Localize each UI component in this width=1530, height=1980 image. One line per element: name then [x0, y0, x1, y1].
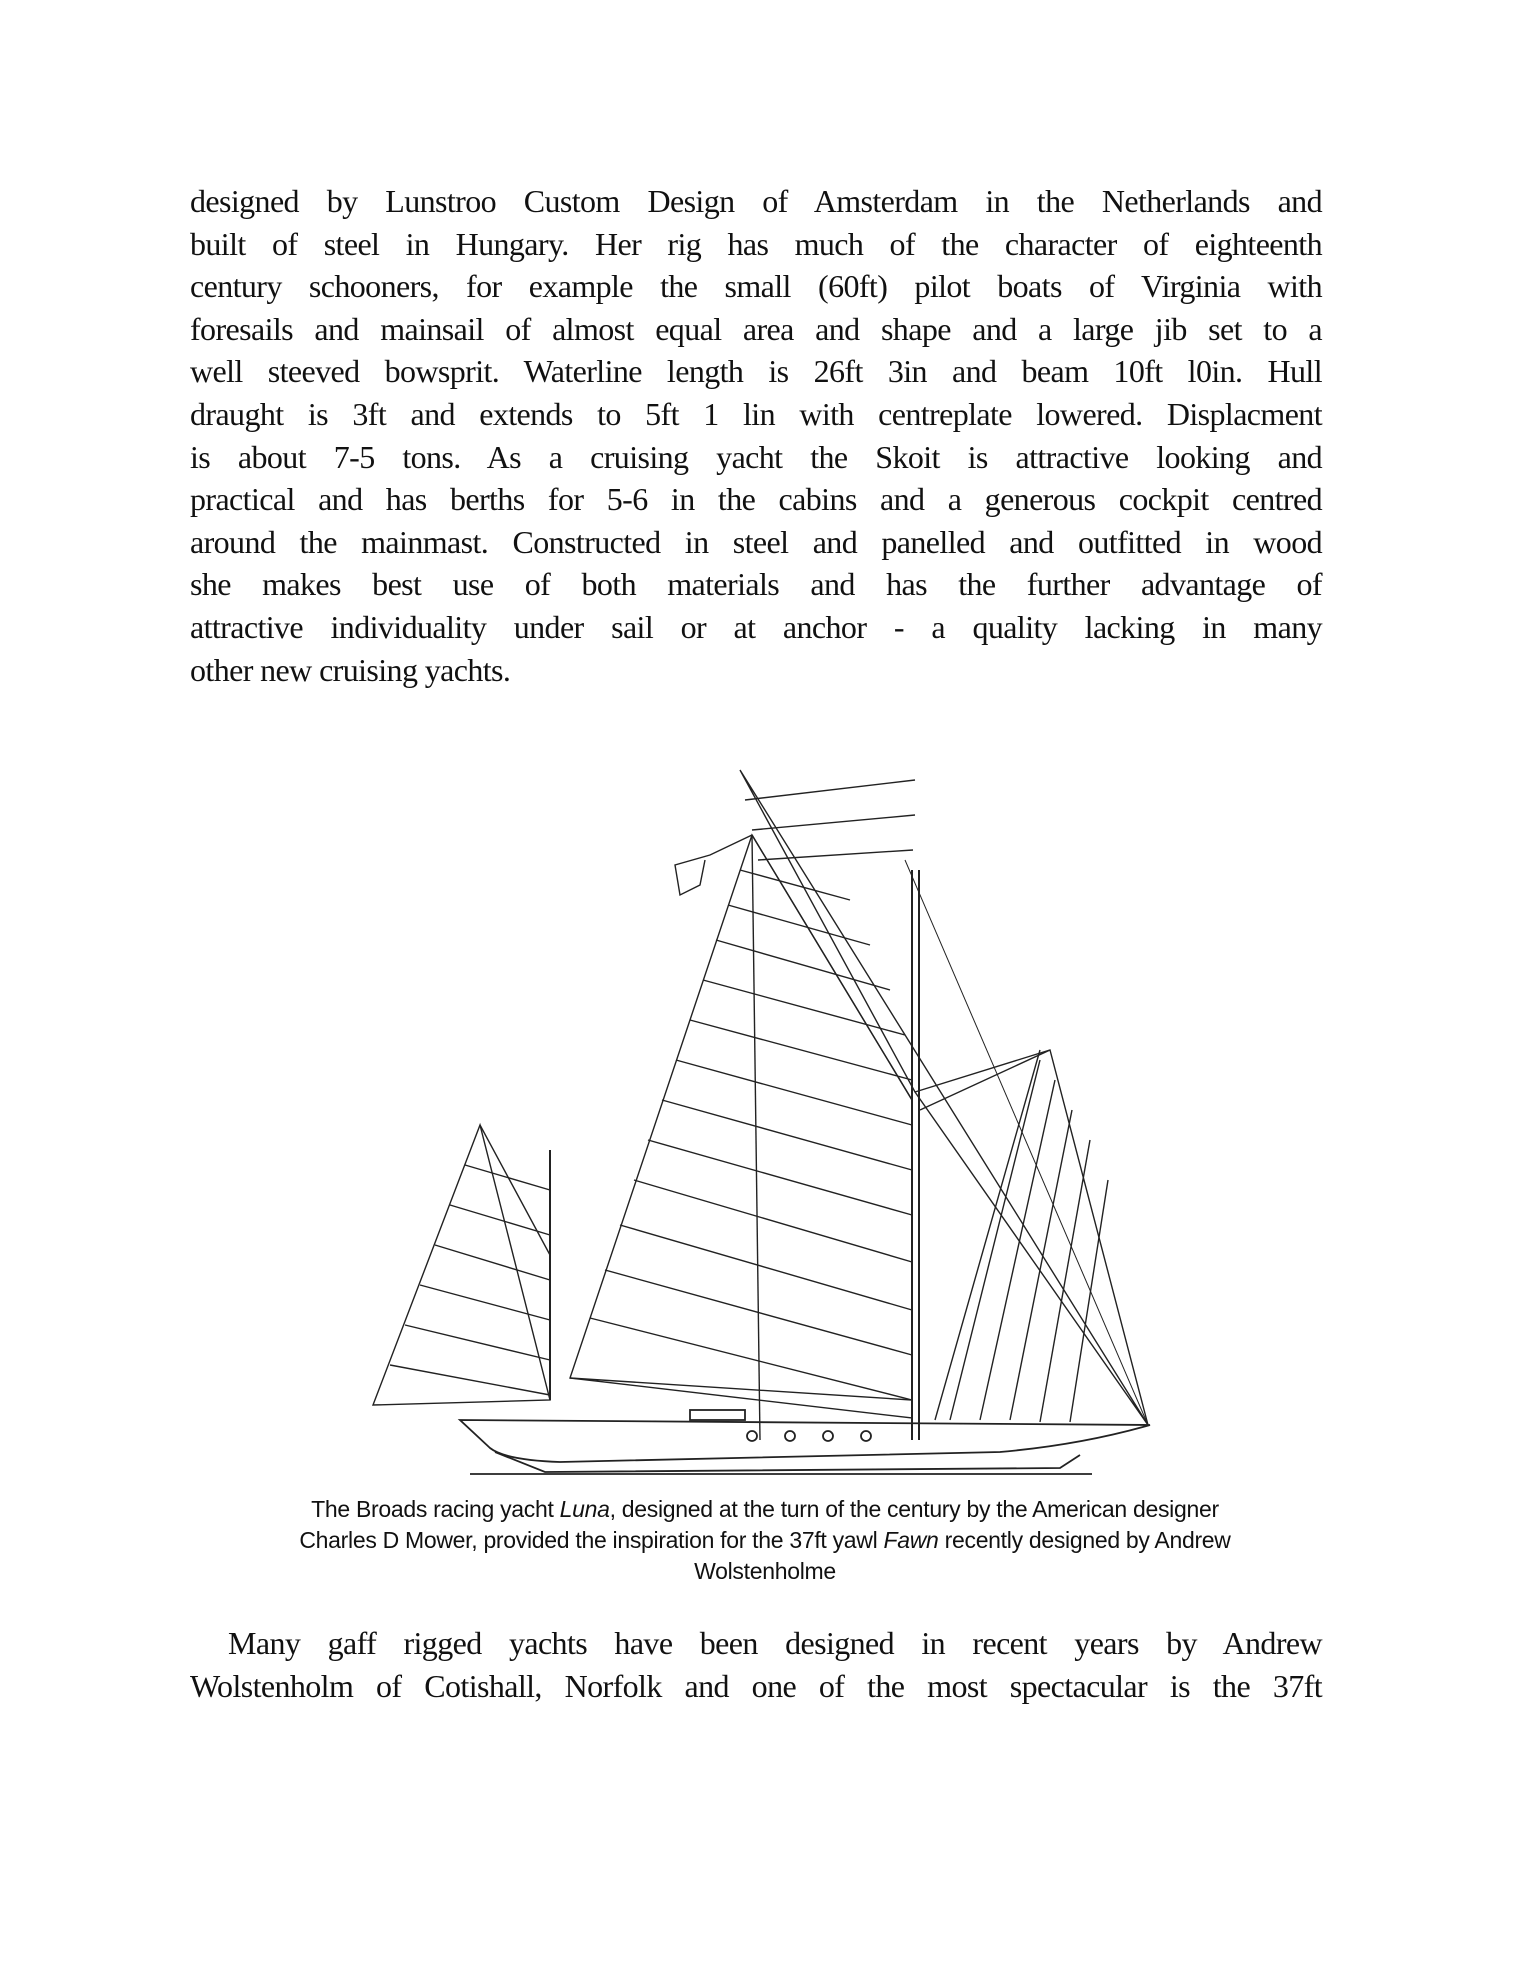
- caption-text: , designed at the turn of the century by the American designer: [609, 1496, 1219, 1522]
- body-paragraph-1: [190, 180, 1322, 691]
- caption-yacht-name: Fawn: [883, 1527, 939, 1553]
- text-line: century schooners, for example the small (60ft) pilot boats of Virginia with: [190, 268, 1322, 305]
- text-line: other new cruising yachts.: [190, 651, 511, 688]
- hull: [460, 1410, 1150, 1474]
- caption-text: Wolstenholme: [694, 1558, 836, 1584]
- text-line: attractive individuality under sail or at anchor - a quality lacking in many: [190, 608, 1322, 645]
- text-line: around the mainmast. Constructed in steel and panelled and outfitted in wood: [190, 523, 1322, 560]
- text-line: is about 7-5 tons. As a cruising yacht the Skoit is attractive looking and: [190, 438, 1322, 475]
- text-line: draught is 3ft and extends to 5ft 1 lin with centreplate lowered. Displacment: [190, 395, 1322, 432]
- flag: [675, 835, 752, 895]
- caption-yacht-name: Luna: [559, 1496, 610, 1522]
- mizzen-sail: [373, 1125, 550, 1405]
- yacht-drawing: [362, 728, 1162, 1488]
- body-paragraph-2: [190, 1622, 1322, 1707]
- text-line: well steeved bowsprit. Waterline length is 26ft 3in and beam 10ft l0in. Hull: [190, 353, 1322, 390]
- caption-text: Charles D Mower, provided the inspiration for the 37ft yawl: [299, 1527, 884, 1553]
- text-line: foresails and mainsail of almost equal area and shape and a large jib set to a: [190, 310, 1322, 347]
- caption-text: recently designed by Andrew: [938, 1527, 1231, 1553]
- text-line: Wolstenholm of Cotishall, Norfolk and one of the most spectacular is the 37ft: [190, 1667, 1322, 1704]
- text-line: designed by Lunstroo Custom Design of Amsterdam in the Netherlands and: [190, 183, 1322, 219]
- text-line: built of steel in Hungary. Her rig has much of the character of eighteenth: [190, 225, 1322, 262]
- text-line: practical and has berths for 5-6 in the cabins and a generous cockpit centred: [190, 481, 1322, 518]
- mainmast: [905, 860, 1148, 1440]
- figure-caption: [170, 1494, 1360, 1587]
- jib-topsail: [740, 770, 1148, 1425]
- text-line: she makes best use of both materials and has the further advantage of: [190, 566, 1322, 603]
- mainsail: [570, 835, 912, 1440]
- caption-text: The Broads racing yacht: [311, 1496, 560, 1522]
- text-line: Many gaff rigged yachts have been designed in recent years by Andrew: [228, 1625, 1322, 1661]
